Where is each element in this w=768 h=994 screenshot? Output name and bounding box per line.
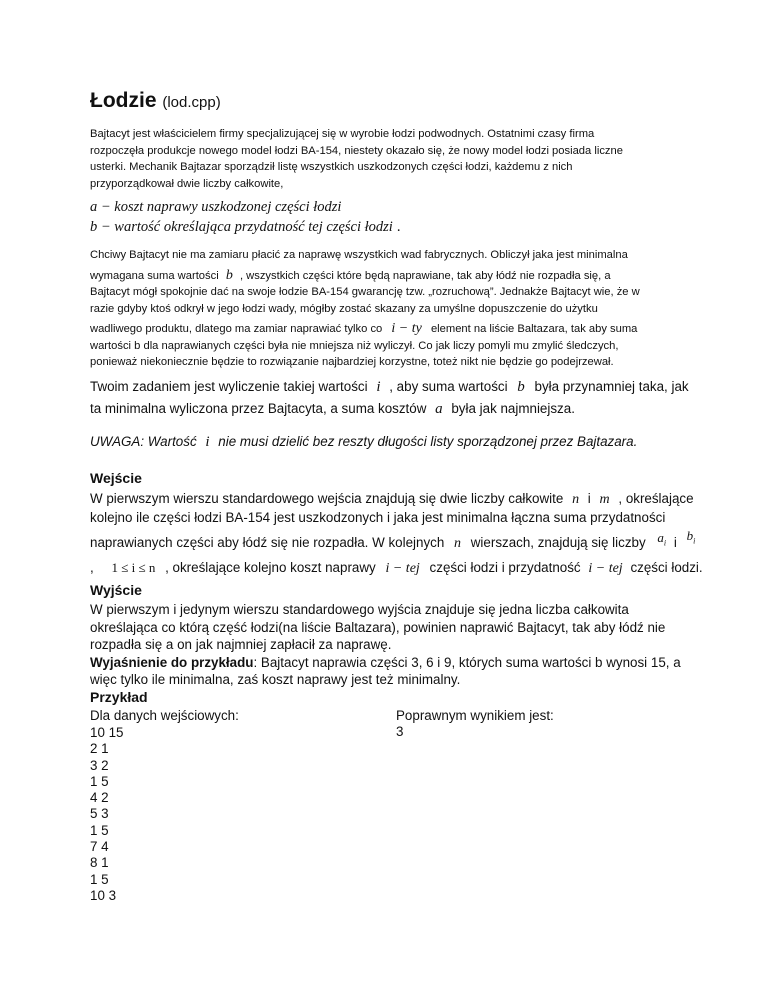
example-heading: Przykład	[90, 689, 148, 705]
task-line: Twoim zadaniem jest wyliczenie takiej wartości i , aby suma wartości b była przynamniej taka, jak	[90, 379, 689, 395]
task-paragraph	[90, 376, 689, 420]
input-description	[90, 490, 703, 578]
input-heading: Wejście	[90, 470, 142, 486]
input-line: naprawianych części aby łódź się nie rozpadła. W kolejnych n wierszach, znajdują się liczby $a_i$ i $b_i$	[90, 528, 696, 551]
example-input-line: 7 4	[90, 839, 109, 855]
example-input-line: 4 2	[90, 790, 109, 806]
example-output-value: 3	[396, 724, 404, 740]
example-input-line: 1 5	[90, 773, 109, 789]
output-line: W pierwszym i jedynym wierszu standardowego wyjścia znajduje się jedna liczba całkowita	[90, 602, 629, 617]
note-line: UWAGA: Wartość i nie musi dzielić bez reszty długości listy sporządzonej przez Bajtazara.	[90, 434, 638, 450]
example-input-line: 3 2	[90, 757, 109, 773]
math-ai: $a_i$	[657, 530, 667, 548]
intro-line: przyporządkował dwie liczby całkowite,	[90, 177, 284, 190]
input-line: , 1 ≤ i ≤ n , określające kolejno koszt naprawy i − tej części łodzi i przydatność i − tej części łodzi.	[90, 559, 703, 576]
intro-paragraph	[90, 126, 623, 192]
para-line: ponieważ niekoniecznie będzie to rozwiązanie najbardziej korzystne, toteż nikt nie będzie go podejrzewał.	[90, 356, 614, 368]
example-input-label: Dla danych wejściowych:	[90, 708, 239, 723]
example-input-line: 1 5	[90, 871, 109, 887]
para-line: razie gdyby ktoś odkrył w jego łodzi wady, mógłby zostać skazany za umyślne dopuszczenie do użytku	[90, 302, 598, 315]
page-title	[90, 89, 221, 113]
formula-line-b: b − wartość określająca przydatność tej części łodzi .	[90, 219, 401, 235]
title-main: Łodzie	[90, 89, 157, 112]
intro-line: rozpoczęła produkcje nowego model łodzi BA-154, niestety okazało się, że nowy model łodzi posiada liczne	[90, 144, 623, 157]
example-input-line: 8 1	[90, 855, 109, 871]
para-line: wartości b dla naprawianych części była nie mniejsza niż wyliczył. Co jak liczy pomyli mu zmylić śledczych,	[90, 339, 619, 352]
input-line: kolejno ile części łodzi BA-154 jest uszkodzonych i jaka jest minimalna łączna suma przydatności	[90, 510, 666, 525]
output-line: rozpadła się a on jak najmniej zapłacił za naprawę.	[90, 637, 392, 652]
example-input-line: 1 5	[90, 822, 109, 838]
output-heading: Wyjście	[90, 582, 142, 598]
example-input-line: 10 15	[90, 725, 124, 740]
example-input-line: 5 3	[90, 806, 109, 822]
formula-line-a: a − koszt naprawy uszkodzonej części łodzi	[90, 199, 342, 215]
output-line: określająca co którą część łodzi(na liście Baltazara), powinien naprawić Bajtacyt, tak aby łódź nie	[90, 619, 666, 635]
output-description	[90, 601, 681, 689]
explanation-line: więc tylko ile minimalna, zaś koszt naprawy jest też minimalny.	[90, 672, 461, 687]
example-input-block	[90, 725, 124, 904]
math-i-ty: i − ty	[391, 321, 422, 336]
example-input-line: 2 1	[90, 741, 109, 757]
example-output-label: Poprawnym wynikiem jest:	[396, 708, 554, 723]
math-bi: $b_i$	[686, 528, 696, 546]
para-line: wadliwego produktu, dlatego ma zamiar naprawiać tylko co i − ty element na liście Baltazara, tak aby suma	[90, 321, 638, 336]
para-line: wymagana suma wartości b , wszystkich części które będą naprawiane, tak aby łódź nie rozpadła się, a	[90, 267, 611, 283]
formula-block	[90, 197, 400, 237]
task-line: ta minimalna wyliczona przez Bajtacyta, a suma kosztów a była jak najmniejsza.	[90, 401, 575, 417]
intro-line: Bajtacyt jest właścicielem firmy specjalizującej się w wyrobie łodzi podwodnych. Ostatnimi czasy firma	[90, 128, 595, 140]
input-line: W pierwszym wierszu standardowego wejścia znajdują się dwie liczby całkowite n i m , określające	[90, 491, 694, 507]
example-input-line: 10 3	[90, 887, 117, 903]
explanation-line: Wyjaśnienie do przykładu: Bajtacyt naprawia części 3, 6 i 9, których suma wartości b wynosi 15, a	[90, 654, 681, 670]
example-output-block	[396, 708, 554, 741]
para-line: Bajtacyt mógł spokojnie dać na swoje łodzie BA-154 gwarancję tzw. „rozruchową”. Jednakże Bajtacyt wie, że w	[90, 286, 640, 298]
para-line: Chciwy Bajtacyt nie ma zamiaru płacić za naprawę wszystkich wad fabrycznych. Obliczył jaka jest minimalna	[90, 249, 628, 261]
intro-line: usterki. Mechanik Bajtazar sporządził listę wszystkich uszkodzonych części łodzi, każdemu z nich	[90, 161, 573, 173]
math-b: b	[225, 267, 233, 283]
paragraph-greedy	[90, 247, 640, 371]
title-filename: (lod.cpp)	[162, 94, 221, 111]
